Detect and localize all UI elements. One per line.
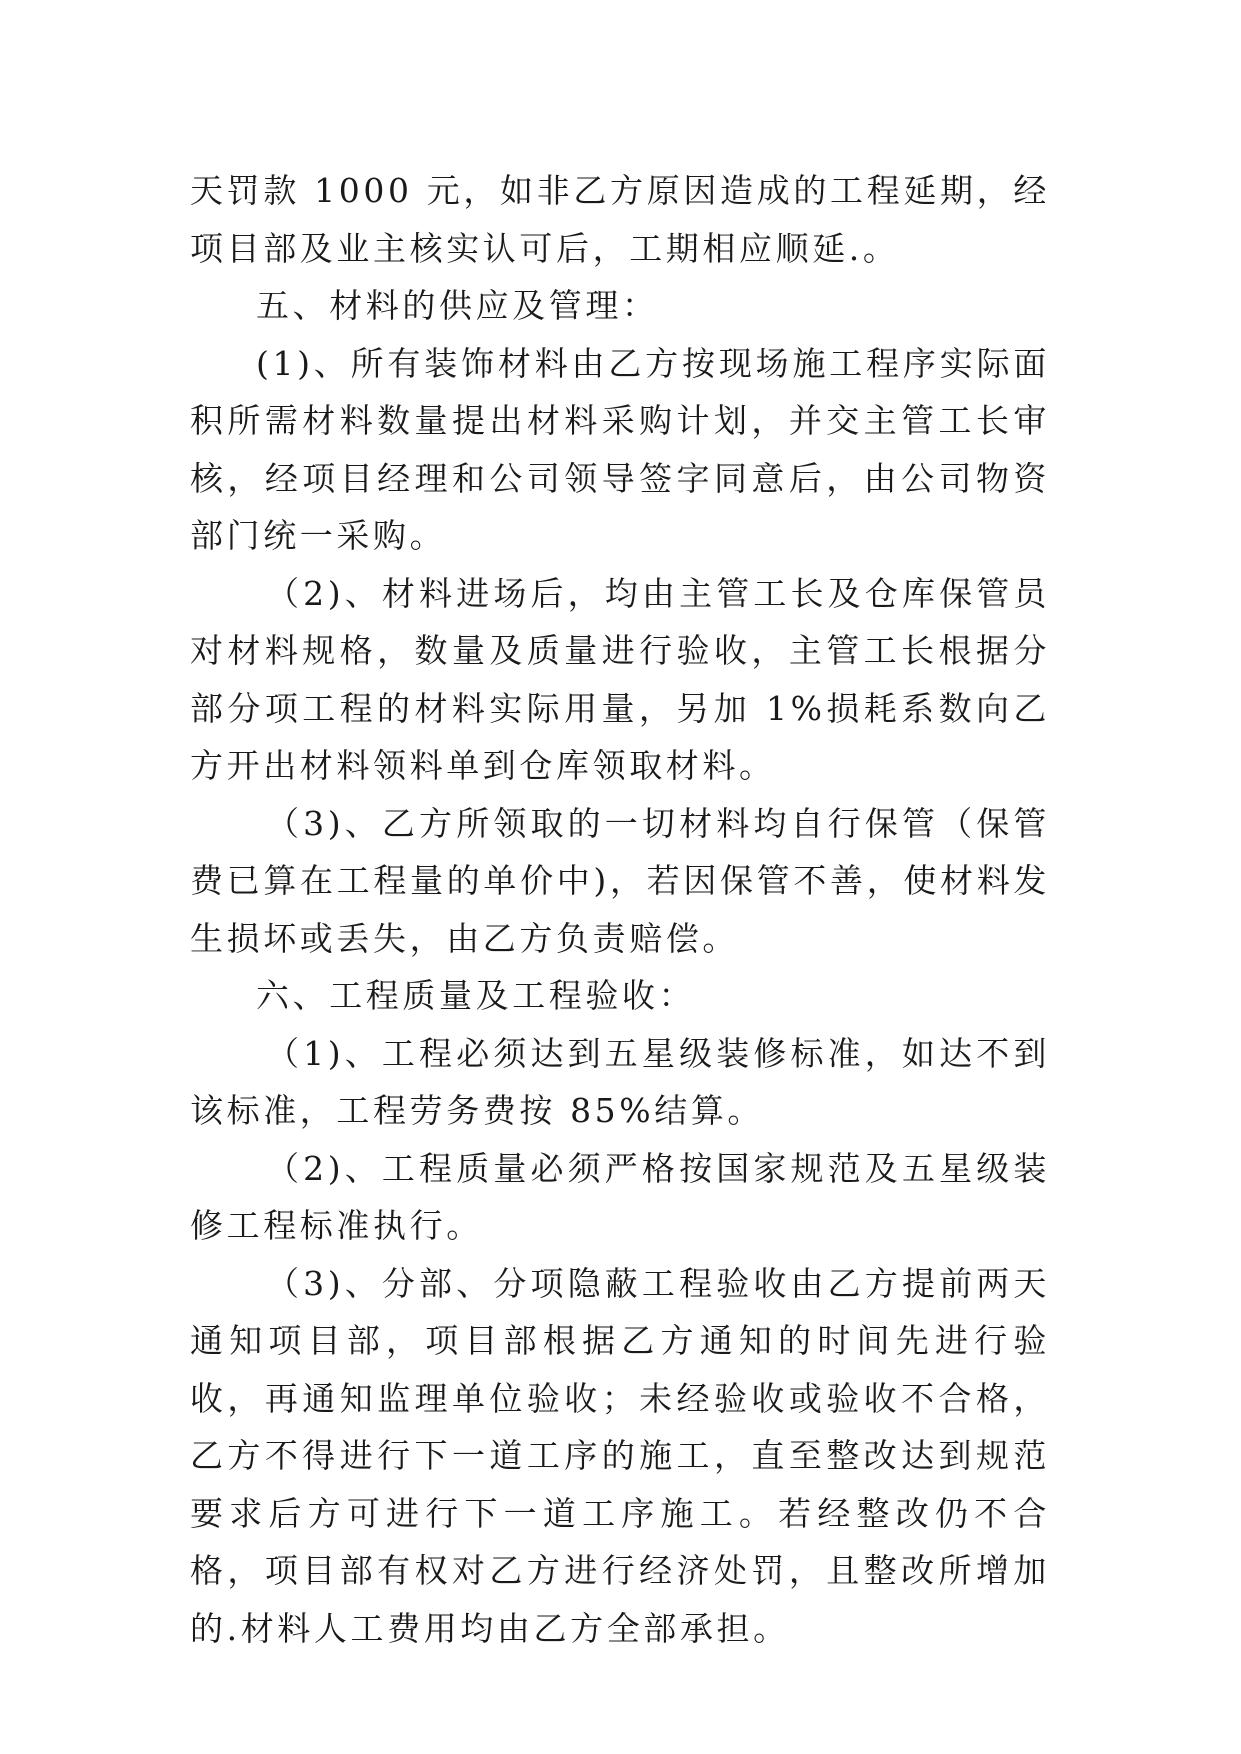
paragraph-quality-1: （1)、工程必须达到五星级装修标准，如达不到该标准，工程劳务费按 85%结算。 [190,1033,1050,1130]
paragraph-materials-2: （2)、材料进场后，均由主管工长及仓库保管员对材料规格，数量及质量进行验收，主管工长根据分部分项工程的材料实际用量，另加 1%损耗系数向乙方开出材料领料单到仓库领取材料。 [190,573,1050,785]
paragraph-penalty-continuation: 天罚款 1000 元，如非乙方原因造成的工程延期，经项目部及业主核实认可后，工期相应顺延.。 [190,171,1050,268]
document-body [190,162,1050,1657]
paragraph-quality-2: （2)、工程质量必须严格按国家规范及五星级装修工程标准执行。 [190,1148,1050,1245]
paragraph-quality-3: （3)、分部、分项隐蔽工程验收由乙方提前两天通知项目部，项目部根据乙方通知的时间先进行验收，再通知监理单位验收；未经验收或验收不合格，乙方不得进行下一道工序的施工，直至整改达到规范要求后方可进行下一道工序施工。若经整改仍不合格，项目部有权对乙方进行经济处罚，且整改所增加的.材料人工费用均由乙方全部承担。 [190,1263,1050,1648]
section-heading-materials: 五、材料的供应及管理： [256,286,659,325]
section-heading-quality: 六、工程质量及工程验收： [256,976,696,1015]
paragraph-materials-1: (1)、所有装饰材料由乙方按现场施工程序实际面积所需材料数量提出材料采购计划，并交主管工长审核，经项目经理和公司领导签字同意后，由公司物资部门统一采购。 [190,343,1050,555]
paragraph-materials-3: （3)、乙方所领取的一切材料均自行保管（保管费已算在工程量的单价中)，若因保管不善，使材料发生损坏或丢失，由乙方负责赔偿。 [190,803,1050,958]
